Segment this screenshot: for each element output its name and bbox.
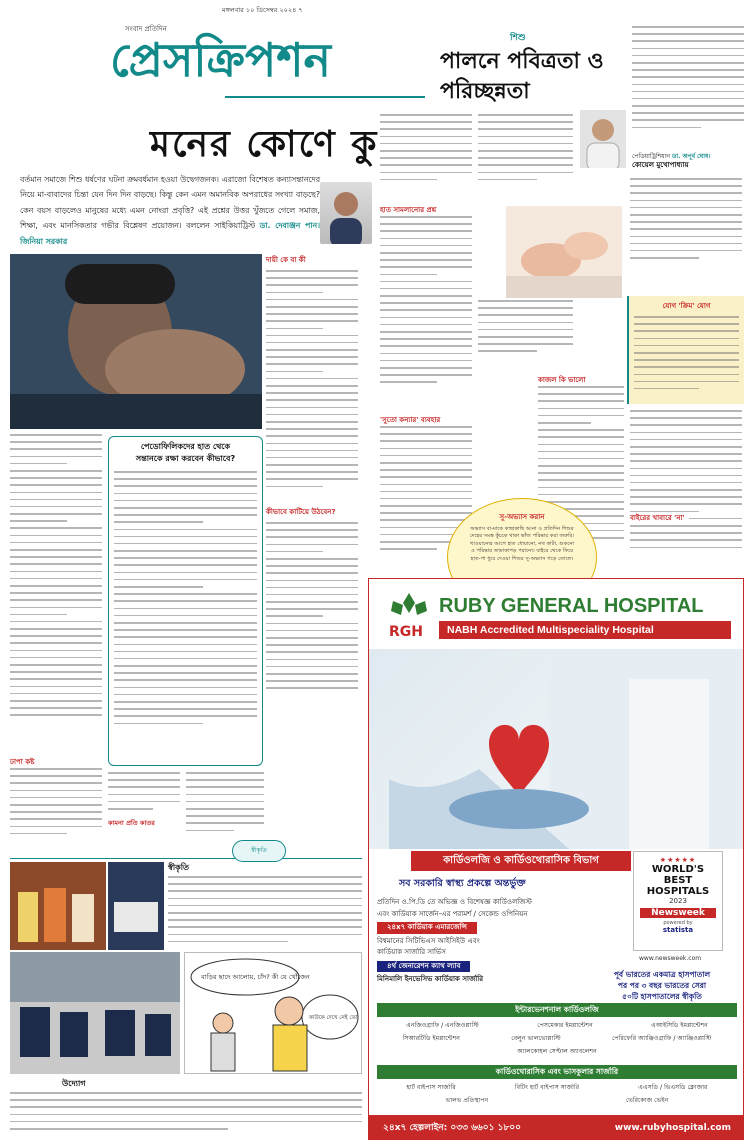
advice-title: সু-অভ্যাস করান bbox=[499, 513, 545, 521]
award-brand: Newsweek bbox=[640, 908, 716, 918]
col6-text-b bbox=[630, 410, 742, 580]
col3 bbox=[266, 254, 358, 694]
col1-text bbox=[10, 434, 102, 752]
main-byline: জিনিয়া সরকার bbox=[20, 236, 68, 246]
masthead-logo bbox=[110, 30, 410, 90]
section-initiative: উদ্যোগ bbox=[62, 1079, 86, 1088]
ad-footer bbox=[369, 1115, 744, 1140]
teaser-logo bbox=[232, 840, 286, 862]
interventional-item: সিআরটিডি ইমপ্লান্টেশন bbox=[402, 1035, 460, 1042]
col3-text-b bbox=[266, 522, 358, 712]
ranking-line-1: পূর্ব ভারতের একমাত্র হাসপাতাল bbox=[613, 970, 711, 979]
hero-photo bbox=[10, 254, 262, 429]
side-doctor-role: পেডিয়াট্রিশিয়ান bbox=[632, 153, 671, 160]
thoracic-item: বিটিং হার্ট বাইপাস সার্জারি bbox=[514, 1084, 580, 1091]
interventional-item: অ্যালকোহল সেপ্টাল অ্যাবলেশন bbox=[517, 1048, 597, 1055]
heart-photo bbox=[369, 649, 744, 849]
thoracic-row-0 bbox=[377, 1081, 737, 1094]
ad-helpline[interactable]: ২৪x৭ হেল্পলাইন: ০৩৩ ৬৬০১ ১৮০০ bbox=[383, 1123, 521, 1133]
side-headline-2: পরিচ্ছন্নতা bbox=[440, 79, 530, 104]
col6-text bbox=[630, 178, 742, 288]
ad-ranking bbox=[587, 969, 737, 1002]
subhead-cause: দায়ী কে বা কী bbox=[266, 256, 306, 264]
cartoon bbox=[184, 952, 362, 1074]
side-kicker: শিশু bbox=[510, 33, 526, 43]
ranking-line-2: পর পর ৩ বছর ভারতের সেরা bbox=[617, 981, 707, 990]
thoracic-item: হার্ট বাইপাস সার্জারি bbox=[406, 1084, 456, 1091]
logo-text: প্রেসক্রিপশন bbox=[110, 33, 331, 87]
award-powered: powered by bbox=[663, 920, 693, 926]
award-stars: ★★★★★ bbox=[659, 856, 697, 864]
award-line-3: HOSPITALS bbox=[646, 886, 710, 897]
baby-feet-photo bbox=[506, 206, 622, 298]
award-year: 2023 bbox=[669, 897, 687, 905]
col4-text bbox=[380, 216, 472, 412]
side-doctor-caption bbox=[632, 152, 744, 170]
col3-text bbox=[266, 270, 358, 500]
ad-service-4: কার্ডিয়াক সার্জারি সার্ভিস bbox=[377, 948, 446, 956]
col4-text-top bbox=[380, 114, 472, 202]
interventional-row-2 bbox=[377, 1045, 737, 1058]
interventional-item: পেরিফেরি অ্যাঞ্জিওগ্রাফি / অ্যাঞ্জিওপ্লাস্টি bbox=[612, 1035, 712, 1042]
ad-hospital-name: RUBY GENERAL HOSPITAL bbox=[439, 595, 704, 617]
advice-text: অভ্যাস বা-মাকে কাছাকাছি আনা ও প্রতিদিন শিশুর দেহের সমস্ত কুঁচকে থাকা ভাঁজ পরিষ্কার করা জরুরি। খাওয়ানোর আগে হাত ধোয়ানো, নখ কাটা, শুকনো ও পরিষ্কার জামাকাপড় পরানো। বাইরে থেকে ফিরে হাত-পা ধুয়ে দেওয়া শিশুর সু-অভ্যাস গড়ে তোলে। bbox=[469, 526, 575, 562]
award-partner: statista bbox=[662, 926, 694, 934]
col5-text bbox=[478, 300, 573, 370]
cartoon-speech: কাউকে দেখে নেই তো bbox=[309, 1015, 358, 1021]
ad-interventional-title: ইন্টারভেনশনাল কার্ডিওলজি bbox=[377, 1003, 737, 1017]
ad-thoracic-title: কার্ডিওথোরাসিক এবং ভাসকুলার সার্জারি bbox=[377, 1065, 737, 1079]
subhead-hands: হাত সামলানোর প্রশ্ন bbox=[380, 206, 437, 214]
recognition-text bbox=[168, 876, 362, 952]
newsweek-award bbox=[633, 851, 723, 951]
pediatrician-photo bbox=[580, 110, 626, 168]
ad-department-title: কার্ডিওলজি ও কার্ডিওথোরাসিক বিভাগ bbox=[411, 851, 631, 871]
thoracic-row-1 bbox=[377, 1094, 737, 1107]
ad-accreditation: NABH Accredited Multispeciality Hospital bbox=[439, 621, 731, 639]
pedophile-box-title-1: পেডোফিলিকদের হাত থেকে bbox=[140, 442, 231, 451]
supplement-note: সংবাদ প্রতিদিন bbox=[125, 25, 167, 33]
ad-service-2: ২৪x৭ কার্ডিয়াক এমারজেন্সি bbox=[377, 922, 477, 934]
main-headline: মনের কোণে কু bbox=[150, 124, 379, 165]
cream-box-title: যোগ 'ক্রিম' যোগ bbox=[662, 302, 711, 310]
psychiatrist-photo bbox=[320, 182, 372, 244]
subhead-suppressed: ঢাপা কষ্ট bbox=[10, 758, 35, 766]
teaser-tag: স্বীকৃতি bbox=[251, 847, 267, 854]
award-event-photo bbox=[10, 862, 106, 950]
interventional-row-1 bbox=[377, 1032, 737, 1045]
ad-service-3: বিশ্বমানের সিটিভিএস আইসিইউ এবং bbox=[377, 936, 480, 945]
pedophile-box-title bbox=[114, 441, 257, 465]
bottom-rule bbox=[10, 858, 362, 859]
initiative-text bbox=[10, 1092, 362, 1138]
interventional-row-0 bbox=[377, 1019, 737, 1032]
main-intro-text: বর্তমান সমাজে শিশু ধর্ষণের ঘটনা ক্রমবর্ধমান হওয়া উদ্বেগজনক। এরাজো বিশেষত কন্যাসন্তানদের নিয়ে মা-বাবাদের চিন্তা যেন দিন দিন বাড়ছে। কিন্তু কেন এমন অমানবিক অপরাধের সংখ্যা বাড়ছে? কেন বয়স বাড়লেও মানুষের মধ্যে এমন নোংরা প্রবৃত্তি? এই প্রশ্নের উত্তর খুঁজতে গেলে সমাজ, শিক্ষা, এবং মানসিকতার গভীর বিশ্লেষণ প্রয়োজন। বললেন সাইকিয়াট্রিস্ট bbox=[20, 175, 320, 231]
col5-text-top bbox=[478, 114, 573, 204]
award-line-1: WORLD'S bbox=[651, 864, 705, 875]
interventional-item: বেলুন ভালভোপ্লাস্টি bbox=[511, 1035, 561, 1042]
ad-service-6: মিনিমালি ইনভেসিভ কার্ডিয়াক সার্জারি bbox=[377, 975, 484, 983]
interventional-item: এনজিওগ্রাফি / এনজিওপ্লাস্টি bbox=[406, 1022, 479, 1029]
award-line-2: BEST bbox=[663, 875, 693, 886]
masthead-date: মঙ্গলবার ১০ ডিসেম্বর ২০২৪ ৭ bbox=[222, 6, 303, 14]
side-story bbox=[380, 30, 630, 110]
side-doctor-name: ডা. অপূর্ব ঘোষ। bbox=[671, 153, 711, 160]
newsweek-url[interactable]: www.newsweek.com bbox=[639, 955, 702, 962]
ad-interventional-list bbox=[377, 1019, 737, 1058]
ranking-line-3: ৫০টি হাসপাতালের স্বীকৃতি bbox=[622, 992, 702, 1001]
subhead-desire: কামনা প্রতি কাতর bbox=[108, 819, 155, 827]
main-doctor-name: ডা. দেবাঞ্জন পান। bbox=[259, 221, 320, 231]
thoracic-item: ভালভ প্রতিস্থাপন bbox=[445, 1097, 489, 1104]
side-byline: কোয়েল মুখোপাধ্যায় bbox=[632, 161, 689, 169]
subhead-thread: 'সুতো কন্যার' ব্যবহার bbox=[380, 416, 441, 424]
side-headline-1: পালনে পবিত্রতা ও bbox=[440, 49, 604, 74]
ruby-ad bbox=[368, 578, 744, 1140]
thoracic-item: ভেরিকোজ ভেইন bbox=[625, 1097, 669, 1104]
main-intro bbox=[20, 172, 320, 249]
ad-logo-letters: RGH bbox=[389, 624, 423, 640]
thoracic-item: এএসডি / ভিএসডি ক্লোজার bbox=[638, 1084, 708, 1091]
ad-website[interactable]: www.rubyhospital.com bbox=[614, 1123, 731, 1133]
col1-text-b bbox=[10, 768, 102, 850]
col2-text-bottom bbox=[108, 772, 180, 852]
pedophile-box bbox=[108, 436, 263, 766]
ad-scheme-line: সব সরকারি স্বাস্থ্য প্রকল্পে অন্তর্ভুক্ত bbox=[399, 878, 526, 889]
ad-service-1: এবং কার্ডিয়াক সার্জেন-এর পরামর্শ / সেকেন্ড ওপিনিয়ন bbox=[377, 909, 528, 918]
initiative-photo bbox=[10, 952, 180, 1074]
section-recognition: স্বীকৃতি bbox=[168, 863, 190, 872]
award-photo-2 bbox=[108, 862, 164, 950]
ad-service-5: ৪র্থ জেনারেশন ক্যাথ ল্যাব bbox=[377, 961, 470, 973]
cream-box-text bbox=[634, 316, 739, 402]
interventional-item: এআইসিডি ইমপ্লান্টেশন bbox=[651, 1022, 708, 1029]
pedophile-box-text bbox=[114, 471, 257, 756]
ad-logo bbox=[383, 591, 435, 641]
interventional-item: পেসমেকার ইমপ্লান্টেশন bbox=[537, 1022, 593, 1029]
cream-box bbox=[627, 296, 744, 404]
ad-service-0: প্রতিদিন ও.পি.ডি তে অভিজ্ঞ ও বিশেষজ্ঞ কার্ডিওলজিস্ট bbox=[377, 898, 532, 906]
subhead-outside-food: বাইরের খাবারে 'না' bbox=[630, 512, 689, 524]
pedophile-box-title-2: সন্তানকে রক্ষা করবেন কীভাবে? bbox=[135, 454, 236, 463]
side-intro-text bbox=[632, 26, 744, 154]
ad-thoracic-list bbox=[377, 1081, 737, 1107]
cartoon-caption: বাড়ির ছাদে আলোয়, চাঁদ? কী যে খোঁজেন bbox=[201, 973, 310, 981]
subhead-kajal: কাজল কি ভালো bbox=[538, 376, 586, 384]
subhead-overcome: কীভাবে কাটিয়ে উঠবেন? bbox=[266, 508, 336, 516]
child-silhouette bbox=[10, 254, 262, 429]
